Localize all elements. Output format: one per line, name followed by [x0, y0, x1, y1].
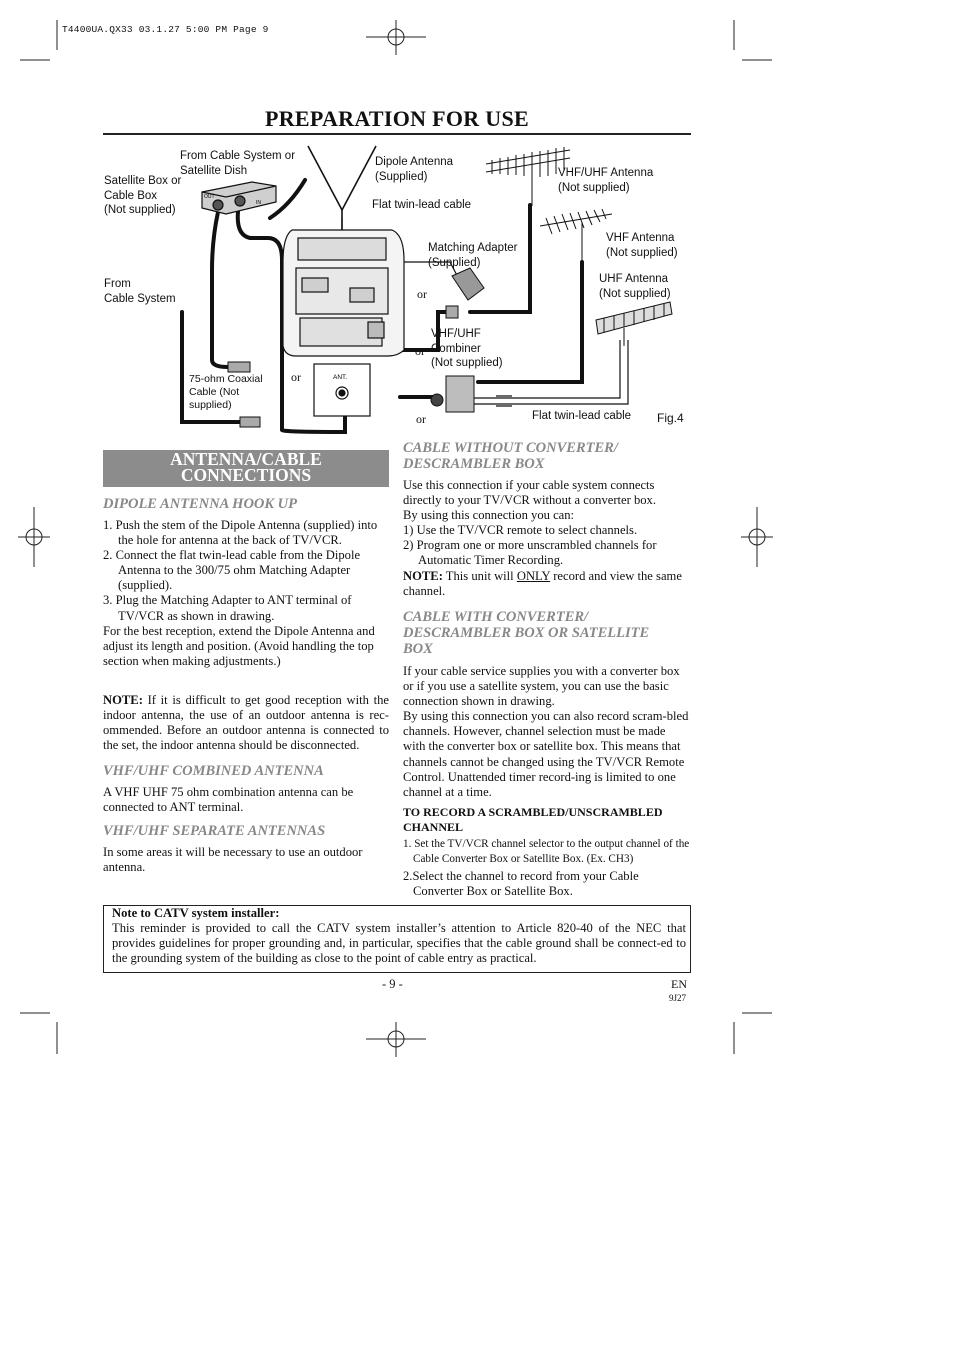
label-flat-twin-lead-top: Flat twin-lead cable: [372, 199, 472, 211]
heading-combined-antenna: VHF/UHF COMBINED ANTENNA: [103, 763, 324, 779]
catv-installer-note: [103, 905, 691, 973]
dipole-step-2: 2. Connect the flat twin-lead cable from the Dipole Antenna to the 300/75 ohm Matching Adapter (supplied).: [103, 548, 361, 593]
language-code: EN: [671, 977, 687, 991]
record-step-2: 2.Select the channel to record from your Cable Converter Box or Satellite Box.: [403, 869, 639, 899]
dipole-note: NOTE: If it is difficult to get good reception with the indoor antenna, the use of an outdoor antenna is rec-ommended. Before an outdoor antenna is connected to the set, the indoor antenna should be disconnected.: [103, 693, 389, 753]
ant-terminal-panel: [314, 364, 370, 416]
without-converter-text: Use this connection if your cable system connects directly to your TV/VCR without a converter box. By using this connection you can: 1) Use the TV/VCR remote to select channels. 2) Program one or more unscrambled channels for Automatic Timer Recording. NOTE: This unit will ONLY record and view the same channel.: [403, 478, 682, 598]
tv-vcr-back: [283, 230, 404, 356]
registration-mark-left: [18, 507, 50, 567]
ant-panel-label: ANT.: [333, 374, 348, 381]
box-in-label: IN: [256, 200, 261, 206]
label-combiner: VHF/UHF Combiner (Not supplied): [431, 328, 503, 369]
label-vhf-antenna: VHF Antenna (Not supplied): [606, 232, 678, 259]
box-out-label: OUT: [204, 194, 215, 200]
dipole-steps: [103, 518, 389, 669]
fig-label: Fig.4: [657, 411, 684, 425]
heading-cable-with-converter: CABLE WITH CONVERTER/ DESCRAMBLER BOX OR SATELLITE BOX: [403, 609, 650, 657]
dipole-step-1: 1. Push the stem of the Dipole Antenna (supplied) into the hole for antenna at the back of TV/VCR.: [103, 518, 378, 548]
dipole-tip: For the best reception, extend the Dipole Antenna and adjust its length and position. (Avoid handling the top section when making adjustments.): [103, 623, 375, 668]
or-label: or: [416, 412, 426, 426]
document-code: 9J27: [669, 993, 687, 1003]
label-satellite-box: Satellite Box or Cable Box (Not supplied): [104, 175, 182, 216]
record-scrambled-heading: TO RECORD A SCRAMBLED/UNSCRAMBLED CHANNEL: [403, 805, 663, 835]
label-dipole-antenna: Dipole Antenna (Supplied): [375, 156, 454, 183]
label-flat-twin-lead-bottom: Flat twin-lead cable: [532, 410, 632, 422]
or-label: or: [415, 344, 425, 358]
section-banner-antenna-cable: ANTENNA/CABLE CONNECTIONS: [103, 450, 389, 487]
or-label: or: [291, 370, 301, 384]
combined-antenna-text: A VHF UHF 75 ohm combination antenna can be connected to ANT terminal.: [103, 785, 354, 815]
label-uhf-antenna: UHF Antenna (Not supplied): [599, 273, 671, 300]
or-label: or: [417, 287, 427, 301]
with-converter-text: If your cable service supplies you with a converter box or if you use a satellite system, you can use the basic connection shown in drawing. By using this connection you can also record scram-bled channels. However, channel selection must be made with the converter box or satellite box. This means that channels cannot be changed using the TV/VCR Remote Control. Unattended timer record-ing is limited to one channel at a time.: [403, 664, 689, 799]
antenna-connection-diagram: [0, 0, 954, 440]
page-number: - 9 -: [382, 977, 403, 991]
registration-mark-right: [741, 507, 773, 567]
matching-adapter: [452, 268, 484, 300]
label-vhf-uhf-antenna: VHF/UHF Antenna (Not supplied): [558, 167, 654, 194]
cable-box-out: [212, 212, 228, 367]
label-coaxial-cable: 75-ohm Coaxial Cable (Not supplied): [189, 373, 263, 411]
page-title: PREPARATION FOR USE: [264, 106, 529, 131]
catv-note-title: Note to CATV system installer:: [112, 906, 280, 920]
heading-dipole-hookup: DIPOLE ANTENNA HOOK UP: [103, 496, 298, 512]
label-matching-adapter: Matching Adapter (Supplied): [428, 242, 518, 269]
vhf-antenna-icon: [540, 209, 612, 262]
heading-cable-without-converter: CABLE WITHOUT CONVERTER/ DESCRAMBLER BOX: [403, 440, 618, 472]
registration-mark-bottom: [366, 1022, 426, 1057]
dipole-step-3: 3. Plug the Matching Adapter to ANT terminal of TV/VCR as shown in drawing.: [103, 593, 352, 623]
label-from-cable-system: From Cable System: [104, 278, 176, 305]
label-from-cable-or-satellite: From Cable System or Satellite Dish: [180, 150, 296, 177]
uhf-antenna-icon: [596, 302, 672, 346]
catv-note-text: This reminder is provided to call the CATV system installer’s attention to Article 820-40 of the NEC that provides guidelines for proper grounding and, in particular, specifies that the cable ground shall be connect-ed to the grounding system of the building as close to the point of cable entry as practical.: [112, 921, 686, 966]
combiner: [431, 376, 474, 412]
print-slug: T4400UA.QX33 03.1.27 5:00 PM Page 9: [62, 24, 269, 35]
heading-separate-antennas: VHF/UHF SEPARATE ANTENNAS: [103, 823, 326, 839]
separate-antennas-text: In some areas it will be necessary to use an outdoor antenna.: [103, 845, 363, 875]
record-step-1: 1. Set the TV/VCR channel selector to the output channel of the Cable Converter Box or Satellite Box. (Ex. CH3): [403, 838, 690, 865]
